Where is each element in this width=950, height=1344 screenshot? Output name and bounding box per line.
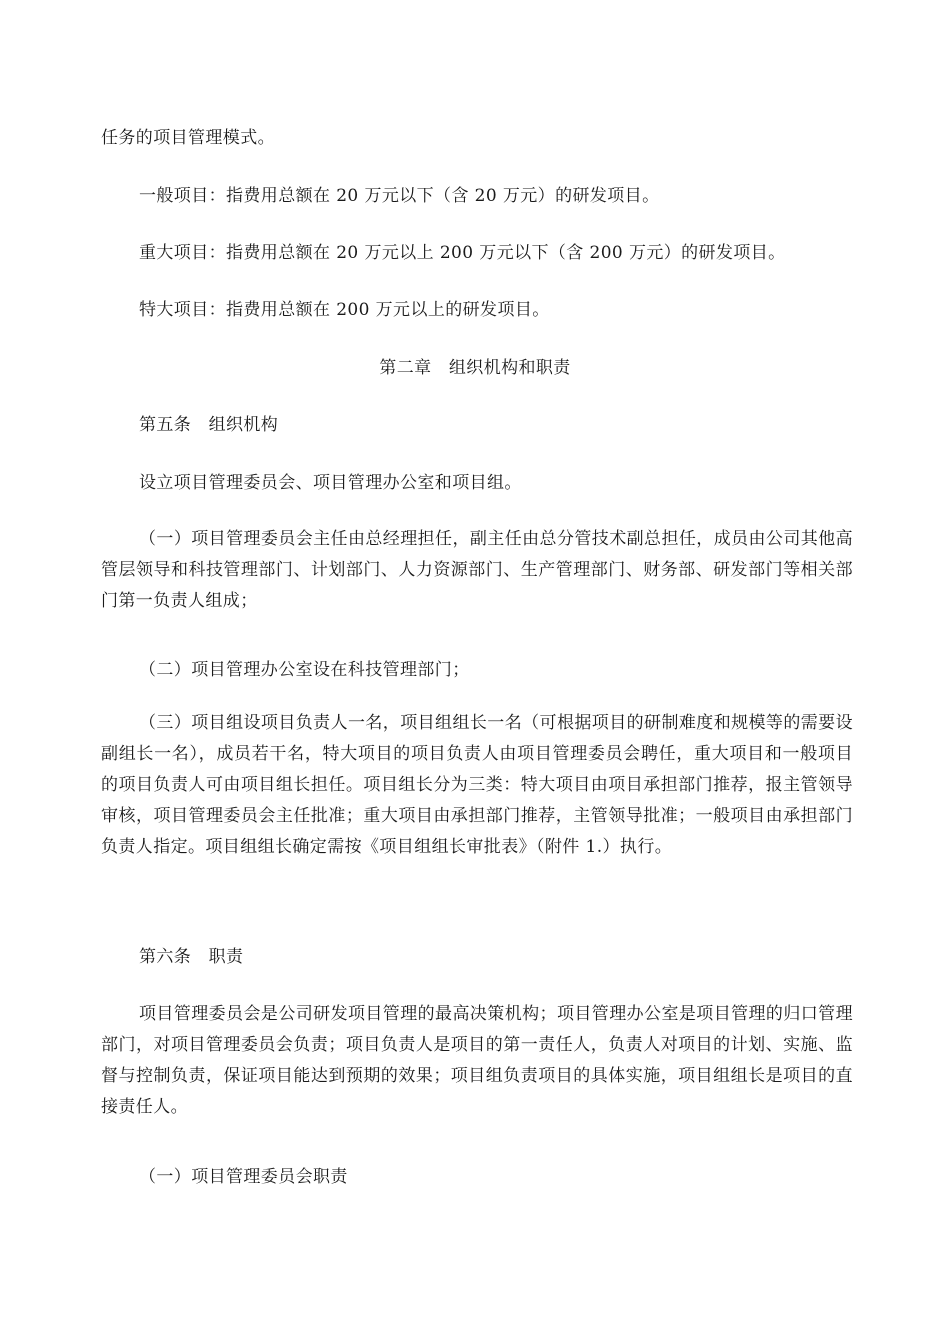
project-type-general: 一般项目：指费用总额在 20 万元以下（含 20 万元）的研发项目。 (139, 186, 660, 206)
continued-text-line: 任务的项目管理模式。 (101, 128, 275, 148)
article6-body: 项目管理委员会是公司研发项目管理的最高决策机构；项目管理办公室是项目管理的归口管理部门，对项目管理委员会负责；项目负责人是项目的第一责任人，负责人对项目的计划、实施、监督与控制负责，保证项目能达到预期的效果；项目组负责项目的具体实施，项目组组长是项目的直接责任人。 (101, 1004, 853, 1117)
article5-item3: （三）项目组设项目负责人一名，项目组组长一名（可根据项目的研制难度和规模等的需要设副组长一名），成员若干名，特大项目的项目负责人由项目管理委员会聘任，重大项目和一般项目的项目负责人可由项目组长担任。项目组长分为三类：特大项目由项目承担部门推荐，报主管领导审核，项目管理委员会主任批准；重大项目由承担部门推荐，主管领导批准；一般项目由承担部门负责人指定。项目组组长确定需按《项目组组长审批表》（附件 1.）执行。 (101, 713, 853, 857)
chapter-heading: 第二章 组织机构和职责 (379, 358, 571, 378)
article6-item1: （一）项目管理委员会职责 (139, 1167, 348, 1187)
article5-item1: （一）项目管理委员会主任由总经理担任，副主任由总分管技术副总担任，成员由公司其他高管层领导和科技管理部门、计划部门、人力资源部门、生产管理部门、财务部、研发部门等相关部门第一负责人组成； (101, 529, 853, 611)
project-type-extra-large: 特大项目：指费用总额在 200 万元以上的研发项目。 (139, 300, 550, 320)
article5-item2: （二）项目管理办公室设在科技管理部门； (139, 660, 470, 680)
article5-intro: 设立项目管理委员会、项目管理办公室和项目组。 (139, 473, 522, 493)
project-type-major: 重大项目：指费用总额在 20 万元以上 200 万元以下（含 200 万元）的研发项目。 (139, 243, 786, 263)
article5-heading: 第五条 组织机构 (139, 415, 279, 435)
article6-heading: 第六条 职责 (139, 947, 244, 967)
